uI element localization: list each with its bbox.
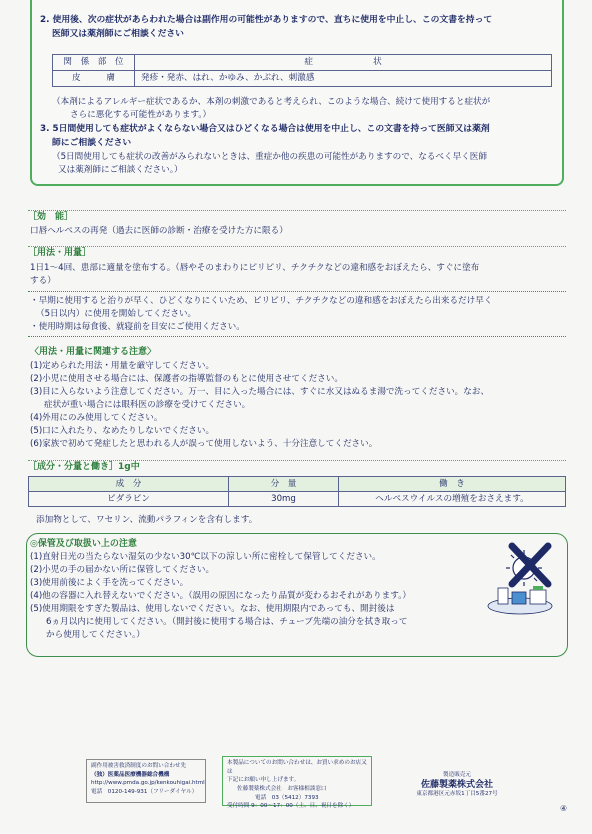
precaution-item-5: (5)口に入れたり、なめたりしないでください。 — [30, 426, 215, 436]
footer-contact-hours: 受付時間 9：00～17：00（土、日、祝日を除く） — [227, 803, 355, 810]
ingredients-cell-component: ビダラビン — [29, 492, 229, 507]
storage-header: ◎保管及び取扱い上の注意 — [30, 539, 137, 549]
table-header-symptom: 症 状 — [135, 55, 552, 71]
precaution-item-6: (6)家族で初めて発症したと思われる人が誤って使用しないよう、十分注意してください。 — [30, 439, 378, 449]
allergy-note-line2: さらに悪化する可能性があります。） — [70, 110, 212, 120]
footer-relief-line2: （独）医薬品医療機器総合機構 — [91, 771, 170, 778]
ingredients-cell-action: ヘルペスウイルスの増殖をおさえます。 — [339, 492, 566, 507]
ingredients-section — [28, 460, 566, 474]
precaution-item-1: (1)定められた用法・用量を厳守してください。 — [30, 361, 215, 371]
item3-line1: 3. 5日間使用しても症状がよくならない場合又はひどくなる場合は使用を中止し、この文書を持って医師又は薬剤 — [40, 124, 490, 134]
item3-note-line2: 又は薬剤師にご相談ください。） — [58, 165, 183, 175]
table-cell-part: 皮 膚 — [53, 71, 135, 87]
efficacy-text: 口唇ヘルペスの再発（過去に医師の診断・治療を受けた方に限る） — [30, 226, 288, 236]
footer-contact-line3: 佐藤製薬株式会社 お客様相談窓口 — [237, 785, 327, 792]
dosage-header: ［用法・用量］ — [28, 248, 92, 258]
precautions-header: 〈用法・用量に関連する注意〉 — [30, 347, 157, 357]
page-mark: ④ — [560, 804, 568, 813]
footer-relief-line1: 副作用被害救済制度のお問い合わせ先 — [91, 763, 187, 769]
allergy-note-line1: （本剤によるアレルギー症状であるか、本剤の刺激であると考えられ、このような場合、続けて使用すると症状が — [52, 97, 491, 107]
dosage-tip1-line1: ・早期に使用すると治りが早く、ひどくなりにくいため、ピリピリ、チクチクなどの違和感をおぼえたら出来るだけ早く — [30, 296, 493, 306]
footer-maker-label: 製造販売元 — [443, 772, 471, 778]
dosage-tip1-line2: （5日以内）に使用を開始してください。 — [36, 309, 197, 319]
ingredients-col-component: 成 分 — [29, 477, 229, 492]
storage-item-5-cont1: 6ヵ月以内に使用してください。（開封後に使用する場合は、チューブ先端の油分を拭き取って — [46, 617, 408, 627]
footer-contact-line1: 本製品についてのお問い合わせは、お買い求めのお店又は — [227, 760, 367, 775]
precaution-item-3: (3)目に入らないよう注意してください。万一、目に入った場合には、すぐに水又はぬるま湯で洗ってください。なお、 — [30, 387, 490, 397]
storage-item-2: (2)小児の手の届かない所に保管してください。 — [30, 565, 215, 575]
ingredients-cell-amount: 30mg — [229, 492, 339, 507]
efficacy-header: ［効 能］ — [28, 212, 74, 222]
storage-item-4: (4)他の容器に入れ替えないでください。（誤用の原因になったり品質が変わるおそれがあります。） — [30, 591, 412, 601]
footer-relief-box — [86, 759, 206, 803]
storage-illustration — [486, 538, 560, 616]
footer-relief-url[interactable]: http://www.pmda.go.jp/kenkouhigai.html — [91, 780, 205, 787]
medicine-bottles-icon — [488, 586, 552, 614]
footer-maker-address: 東京都港区元赤坂1丁目5番27号 — [416, 791, 498, 798]
item3-note-line1: （5日間使用しても症状の改善がみられないときは、重症か他の疾患の可能性がありますので、なるべく早く医師 — [52, 152, 487, 162]
storage-item-1: (1)直射日光の当たらない湿気の少ない30℃以下の涼しい所に密栓して保管してください。 — [30, 552, 381, 562]
side-effect-table — [52, 54, 552, 87]
ingredients-col-action: 働 き — [339, 477, 566, 492]
table-header-part: 関 係 部 位 — [53, 55, 135, 71]
storage-item-3: (3)使用前後によく手を洗ってください。 — [30, 578, 189, 588]
efficacy-section — [28, 210, 566, 224]
table-cell-symptom: 発疹・発赤、はれ、かゆみ、かぶれ、刺激感 — [135, 71, 552, 87]
ingredients-header: ［成分・分量と働き］1g中 — [28, 462, 140, 472]
footer-maker-company: 佐藤製薬株式会社 — [420, 779, 493, 790]
precaution-item-4: (4)外用にのみ使用してください。 — [30, 413, 163, 423]
footer-relief-phone: 電話 0120-149-931（フリーダイヤル） — [91, 788, 198, 795]
ingredients-table — [28, 476, 566, 507]
dosage-tip2: ・使用時期は毎食後、就寝前を目安にご使用ください。 — [30, 322, 245, 332]
footer-contact-line2: 下記にお願い申し上げます。 — [227, 777, 300, 784]
footer-maker — [398, 771, 516, 799]
footer-contact-phone: 電話 03（5412）7393 — [255, 794, 319, 801]
dosage-line2: する） — [30, 276, 56, 286]
footer-contact-box — [222, 756, 372, 810]
item2-line2: 医師又は薬剤師にご相談ください — [52, 29, 184, 39]
item2-line1: 2. 使用後、次の症状があらわれた場合は副作用の可能性がありますので、直ちに使用を中止し、この文書を持って — [40, 15, 493, 25]
precaution-item-3-cont: 症状が重い場合には眼科医の診療を受けてください。 — [44, 400, 251, 410]
precaution-item-2: (2)小児に使用させる場合には、保護者の指導監督のもとに使用させてください。 — [30, 374, 343, 384]
dosage-section — [28, 246, 566, 260]
additives-text: 添加物として、ワセリン、流動パラフィンを含有します。 — [36, 515, 258, 525]
dosage-line1: 1日1～4回、患部に適量を塗布する。（唇やそのまわりにピリピリ、チクチクなどの違和感をおぼえたら、すぐに塗布 — [30, 263, 480, 273]
storage-item-5: (5)使用期限をすぎた製品は、使用しないでください。なお、使用期限内であっても、開封後は — [30, 604, 395, 614]
storage-item-5-cont2: から使用してください。） — [46, 630, 145, 640]
ingredients-col-amount: 分 量 — [229, 477, 339, 492]
item3-line2: 師にご相談ください — [52, 138, 132, 148]
